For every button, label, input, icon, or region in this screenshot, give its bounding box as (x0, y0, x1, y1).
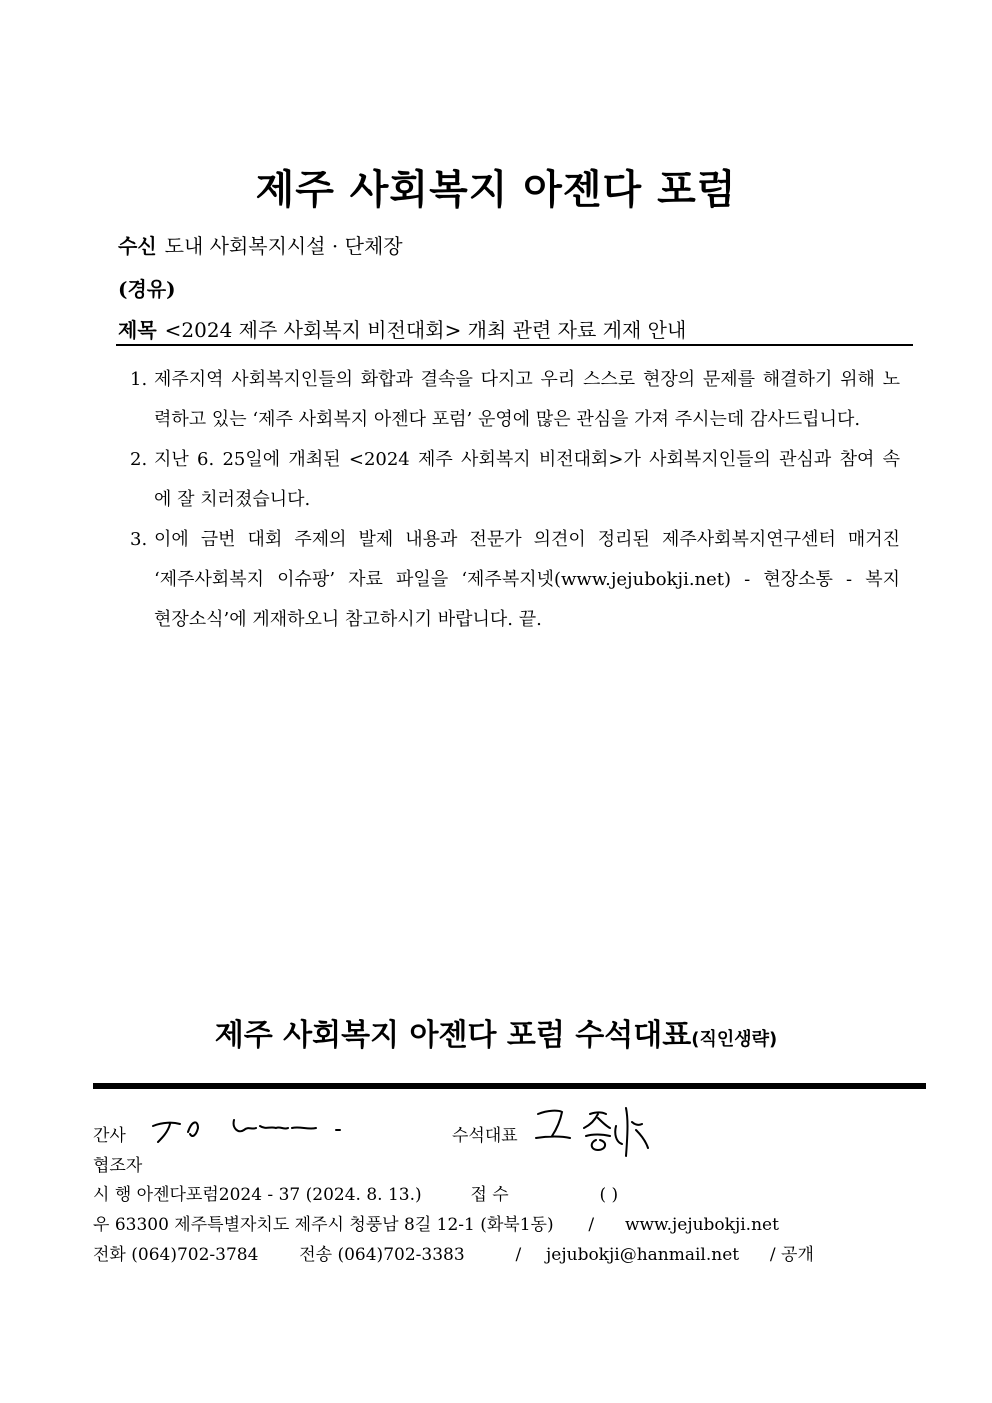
recipient-value: 도내 사회복지시설 · 단체장 (164, 234, 403, 258)
sender-name: 제주 사회복지 아젠다 포럼 수석대표 (214, 1018, 692, 1053)
subject-label: 제목 (118, 318, 157, 342)
head-signature (530, 1100, 660, 1160)
item-number: 3. (130, 529, 148, 550)
website-link[interactable]: www.jejubokji.net (624, 1215, 779, 1235)
staff-label: 간사 (93, 1126, 126, 1146)
subject-underline (116, 344, 913, 346)
contact-row (93, 1240, 814, 1265)
body-line: 현장소식’에 게재하오니 참고하시기 바랍니다. 끝. (154, 609, 542, 630)
subject-value: <2024 제주 사회복지 비전대회> 개최 관련 자료 게재 안내 (164, 318, 687, 342)
email-link[interactable]: jejubokji@hanmail.net (546, 1245, 740, 1265)
body-line: 에 잘 치러졌습니다. (154, 489, 311, 510)
body-item-3 (130, 520, 900, 640)
item-number: 2. (130, 449, 148, 470)
subject-row (118, 314, 686, 343)
issue-number: 아젠다포럼2024 - 37 (2024. 8. 13.) (136, 1185, 422, 1205)
receipt-label: 접 수 (470, 1185, 509, 1205)
item-number: 1. (130, 369, 148, 390)
receipt-value: ( ) (599, 1185, 619, 1205)
separator: / (588, 1215, 595, 1235)
body-line: 력하고 있는 ‘제주 사회복지 아젠다 포럼’ 운영에 많은 관심을 가져 주시는데 감사드립니다. (154, 409, 861, 430)
issue-row (93, 1180, 618, 1205)
fax: 전송 (064)702-3383 (299, 1245, 465, 1265)
cooperator-label: 협조자 (93, 1156, 143, 1176)
phone: 전화 (064)702-3784 (93, 1245, 259, 1265)
body-line: 제주지역 사회복지인들의 화합과 결속을 다지고 우리 스스로 현장의 문제를 해결하기 위해 노 (154, 369, 900, 390)
footer-divider (93, 1083, 926, 1089)
disclosure: / 공개 (769, 1245, 814, 1265)
body-item-1 (130, 360, 900, 440)
document-title: 제주 사회복지 아젠다 포럼 (255, 167, 737, 213)
staff-signature (148, 1108, 348, 1148)
body-item-2 (130, 440, 900, 520)
address-row (93, 1210, 779, 1235)
sender-title (0, 1010, 992, 1054)
separator: / (515, 1245, 522, 1265)
address: 우 63300 제주특별자치도 제주시 청풍남 8길 12-1 (화북1동) (93, 1215, 554, 1235)
seal-note: (직인생략) (691, 1029, 778, 1050)
body-line: 이에 금번 대회 주제의 발제 내용과 전문가 의견이 정리된 제주사회복지연구센터 매거진 (154, 529, 900, 550)
issue-label: 시 행 (93, 1185, 132, 1205)
body-line: ‘제주사회복지 이슈팡’ 자료 파일을 ‘제주복지넷(www.jejubokji.net) - 현장소통 - 복지 (154, 569, 900, 590)
recipient-row (118, 230, 403, 259)
head-label: 수석대표 (452, 1126, 518, 1146)
via-row: (경유) (118, 277, 176, 301)
recipient-label: 수신 (118, 234, 157, 258)
body-line: 지난 6. 25일에 개최된 <2024 제주 사회복지 비전대회>가 사회복지인들의 관심과 참여 속 (154, 449, 900, 470)
